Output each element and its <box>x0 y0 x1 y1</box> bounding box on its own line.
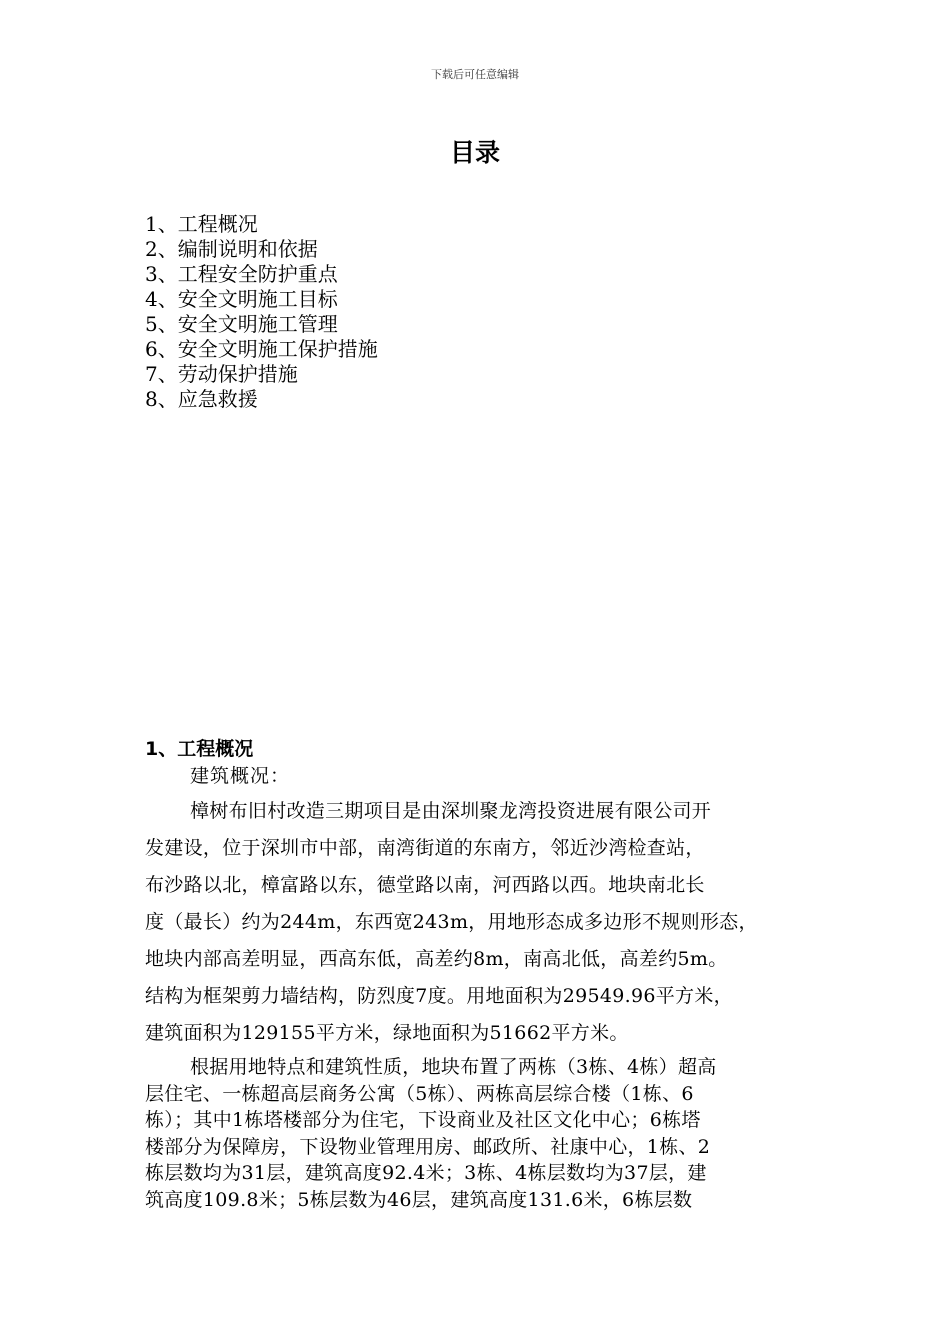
section-subheading: 建筑概况： <box>190 765 291 787</box>
toc-item: 6、安全文明施工保护措施 <box>145 337 378 361</box>
paragraph-line: 楼部分为保障房，下设物业管理用房、邮政所、社康中心，1栋、2 <box>145 1135 711 1158</box>
paragraph-line: 建筑面积为129155平方米，绿地面积为51662平方米。 <box>145 1022 629 1044</box>
section-heading: 1、工程概况 <box>145 738 254 760</box>
toc-item: 3、工程安全防护重点 <box>145 262 338 286</box>
toc-item: 8、应急救援 <box>145 387 258 411</box>
paragraph-line: 筑高度109.8米；5栋层数为46层，建筑高度131.6米，6栋层数 <box>145 1188 693 1211</box>
paragraph-line: 栋层数均为31层，建筑高度92.4米；3栋、4栋层数均为37层，建 <box>145 1162 707 1184</box>
paragraph-line: 地块内部高差明显，西高东低，高差约8m，南高北低，高差约5m。 <box>145 948 728 970</box>
toc-item: 5、安全文明施工管理 <box>145 312 338 336</box>
paragraph-line: 度（最长）约为244m，东西宽243m，用地形态成多边形不规则形态， <box>145 911 758 933</box>
paragraph-overview <box>145 793 813 1052</box>
paragraph-line: 栋）；其中1栋塔楼部分为住宅，下设商业及社区文化中心；6栋塔 <box>145 1109 701 1131</box>
toc-item: 7、劳动保护措施 <box>145 362 298 386</box>
toc-item: 2、编制说明和依据 <box>145 237 318 261</box>
page-header-note: 下载后可任意编辑 <box>431 68 519 81</box>
paragraph-line: 樟树布旧村改造三期项目是由深圳聚龙湾投资进展有限公司开 <box>190 800 712 822</box>
table-of-contents <box>145 212 378 412</box>
toc-item: 4、安全文明施工目标 <box>145 287 338 311</box>
paragraph-line: 布沙路以北，樟富路以东，德堂路以南，河西路以西。地块南北长 <box>145 874 705 896</box>
paragraph-line: 结构为框架剪力墙结构，防烈度7度。用地面积为29549.96平方米， <box>145 985 733 1007</box>
paragraph-line: 根据用地特点和建筑性质，地块布置了两栋（3栋、4栋）超高 <box>190 1056 717 1078</box>
paragraph-line: 发建设，位于深圳市中部，南湾街道的东南方，邻近沙湾检查站， <box>145 837 705 859</box>
toc-item: 1、工程概况 <box>145 212 258 236</box>
paragraph-line: 层住宅、一栋超高层商务公寓（5栋）、两栋高层综合楼（1栋、6 <box>145 1082 694 1105</box>
toc-title: 目录 <box>449 138 500 167</box>
paragraph-layout <box>145 1054 813 1213</box>
